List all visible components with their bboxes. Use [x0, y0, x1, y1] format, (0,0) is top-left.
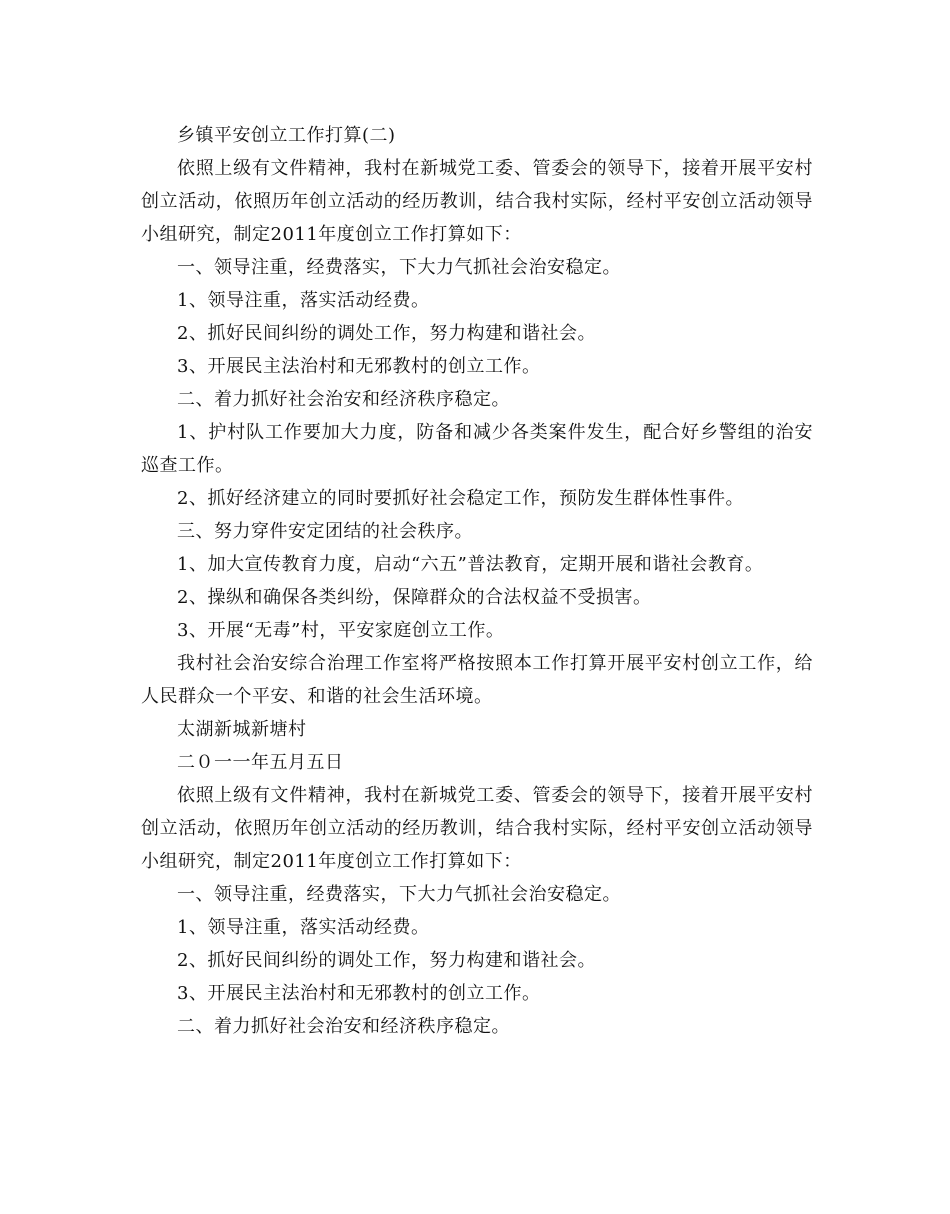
intro-paragraph-repeat: 依照上级有文件精神，我村在新城党工委、管委会的领导下，接着开展平安村创立活动，依照历年创立活动的经历教训，结合我村实际，经村平安创立活动领导小组研究，制定2011年度创立工作打算如下：	[141, 785, 813, 872]
document-title: 乡镇平安创立工作打算(二)	[177, 125, 396, 146]
section-1-item-1-repeat: 1、领导注重，落实活动经费。	[177, 917, 430, 938]
section-3-item-3: 3、开展“无毒”村，平安家庭创立工作。	[177, 620, 505, 641]
section-1-item-2: 2、抓好民间纠纷的调处工作，努力构建和谐社会。	[177, 323, 596, 344]
intro-paragraph: 依照上级有文件精神，我村在新城党工委、管委会的领导下，接着开展平安村创立活动，依照历年创立活动的经历教训，结合我村实际，经村平安创立活动领导小组研究，制定2011年度创立工作打算如下：	[141, 158, 813, 245]
section-1-item-1: 1、领导注重，落实活动经费。	[177, 290, 430, 311]
document-body	[141, 119, 813, 1043]
section-3-item-1: 1、加大宣传教育力度，启动“六五”普法教育，定期开展和谐社会教育。	[177, 554, 764, 575]
closing-paragraph: 我村社会治安综合治理工作室将严格按照本工作打算开展平安村创立工作，给人民群众一个平安、和谐的社会生活环境。	[141, 653, 813, 707]
section-1-heading: 一、领导注重，经费落实，下大力气抓社会治安稳定。	[177, 257, 621, 278]
section-1-heading-repeat: 一、领导注重，经费落实，下大力气抓社会治安稳定。	[177, 884, 621, 905]
section-2-heading: 二、着力抓好社会治安和经济秩序稳定。	[177, 389, 510, 410]
section-2-item-2: 2、抓好经济建立的同时要抓好社会稳定工作，预防发生群体性事件。	[177, 488, 744, 509]
section-3-item-2: 2、操纵和确保各类纠纷，保障群众的合法权益不受损害。	[177, 587, 652, 608]
section-1-item-3: 3、开展民主法治村和无邪教村的创立工作。	[177, 356, 541, 377]
section-3-heading: 三、努力穿件安定团结的社会秩序。	[177, 521, 473, 542]
date-line: 二０一一年五月五日	[177, 752, 344, 773]
section-1-item-3-repeat: 3、开展民主法治村和无邪教村的创立工作。	[177, 983, 541, 1004]
section-2-item-1: 1、护村队工作要加大力度，防备和减少各类案件发生，配合好乡警组的治安巡查工作。	[141, 422, 813, 476]
signature-line: 太湖新城新塘村	[177, 719, 307, 740]
section-1-item-2-repeat: 2、抓好民间纠纷的调处工作，努力构建和谐社会。	[177, 950, 596, 971]
section-2-heading-repeat: 二、着力抓好社会治安和经济秩序稳定。	[177, 1016, 510, 1037]
